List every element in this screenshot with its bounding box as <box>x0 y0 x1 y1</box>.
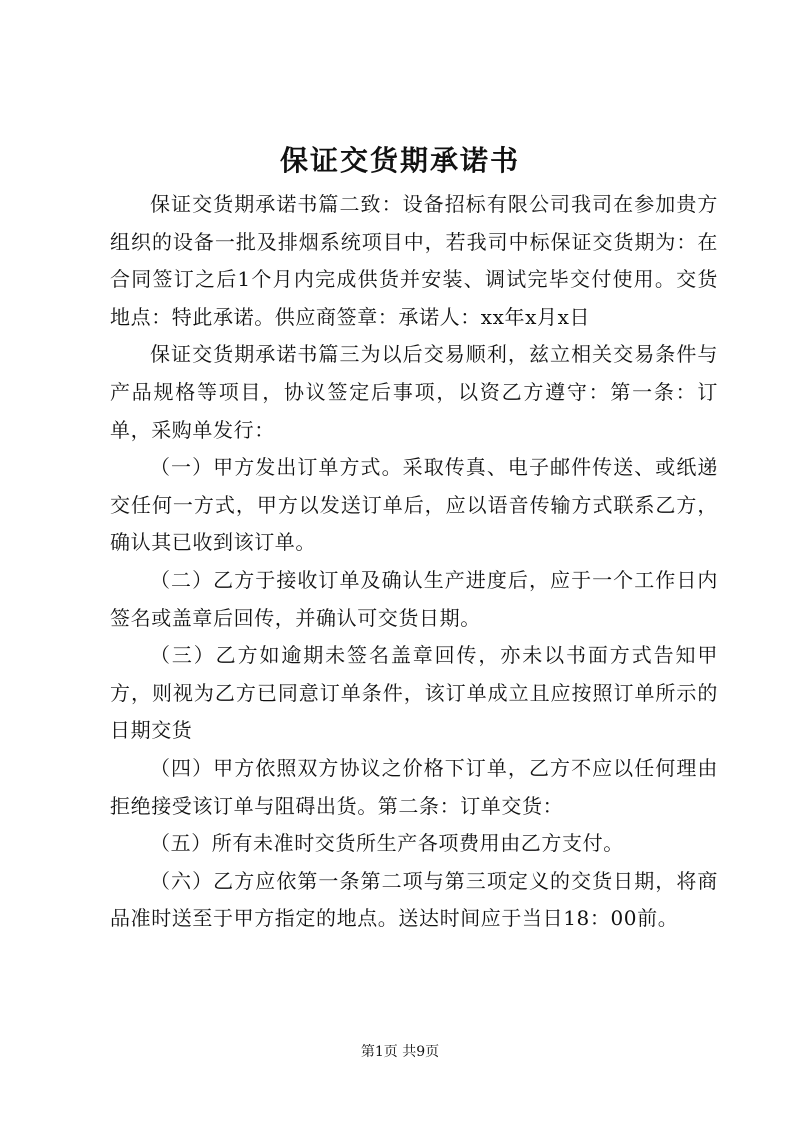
paragraph-1: 保证交货期承诺书篇二致：设备招标有限公司我司在参加贵方组织的设备一批及排烟系统项目中，若我司中标保证交货期为：在合同签订之后1个月内完成供货并安装、调试完毕交付使用。交货地点：特此承诺。供应商签章：承诺人：xx年x月x日 <box>110 192 718 329</box>
paragraph-8: （六）乙方应依第一条第二项与第三项定义的交货日期，将商品准时送至于甲方指定的地点。送达时间应于当日18：00前。 <box>110 868 718 931</box>
paragraph-3: （一）甲方发出订单方式。采取传真、电子邮件传送、或纸递交任何一方式，甲方以发送订单后，应以语音传输方式联系乙方，确认其已收到该订单。 <box>110 455 718 555</box>
paragraph-6: （四）甲方依照双方协议之价格下订单，乙方不应以任何理由拒绝接受该订单与阻碍出货。第二条：订单交货： <box>110 755 718 818</box>
page-footer: 第1页 共9页 <box>360 1044 440 1060</box>
paragraph-2: 保证交货期承诺书篇三为以后交易顺利，兹立相关交易条件与产品规格等项目，协议签定后事项，以资乙方遵守：第一条：订单，采购单发行： <box>110 342 718 442</box>
document-title: 保证交货期承诺书 <box>279 144 520 177</box>
paragraph-4: （二）乙方于接收订单及确认生产进度后，应于一个工作日内签名或盖章后回传，并确认可交货日期。 <box>110 567 718 630</box>
paragraph-7: （五）所有未准时交货所生产各项费用由乙方支付。 <box>150 831 624 856</box>
document-body <box>110 186 718 938</box>
paragraph-5: （三）乙方如逾期未签名盖章回传，亦未以书面方式告知甲方，则视为乙方已同意订单条件，该订单成立且应按照订单所示的日期交货 <box>110 643 718 743</box>
